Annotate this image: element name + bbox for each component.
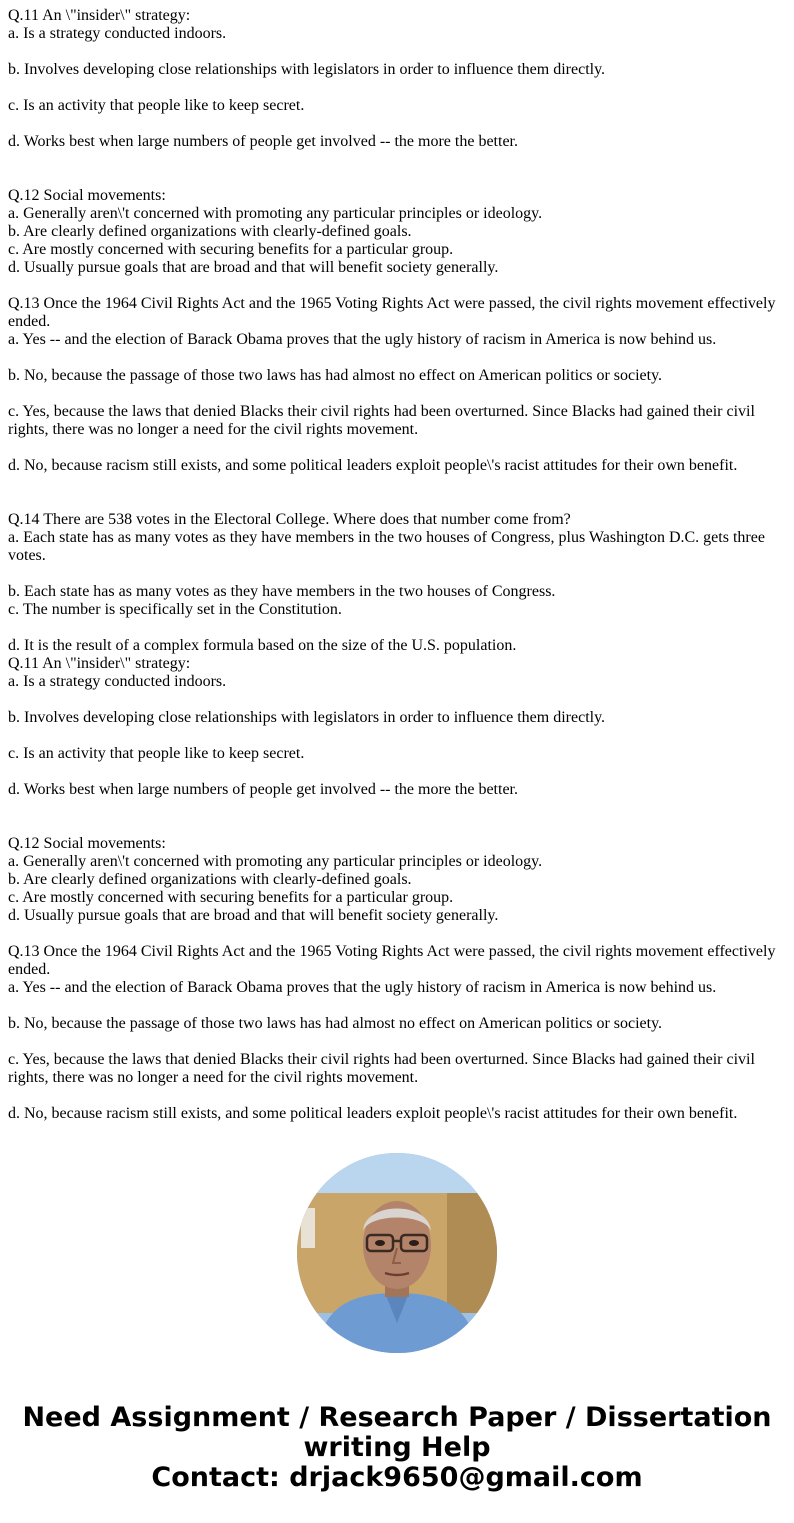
text-line: a. Yes -- and the election of Barack Obama proves that the ugly history of racism in America is now behind us. xyxy=(8,979,717,996)
text-line: Q.11 An \"insider\" strategy: xyxy=(8,7,191,24)
text-line: b. Are clearly defined organizations with clearly-defined goals. xyxy=(8,871,412,888)
text-line: b. Involves developing close relationships with legislators in order to influence them directly. xyxy=(8,709,606,726)
text-line: c. Are mostly concerned with securing benefits for a particular group. xyxy=(8,889,454,906)
promo-contact-line: Contact: drjack9650@gmail.com xyxy=(151,1462,643,1493)
blank-line xyxy=(8,799,786,817)
text-line: c. Yes, because the laws that denied Blacks their civil rights had been overturned. Since Blacks had gained their civil rights, there was no longer a need for the civil rights movement. xyxy=(8,1051,755,1086)
text-line: c. Is an activity that people like to keep secret. xyxy=(8,97,305,114)
text-line: Q.13 Once the 1964 Civil Rights Act and the 1965 Voting Rights Act were passed, the civil rights movement effectively ended. xyxy=(8,295,776,330)
promo-line-2: writing Help xyxy=(303,1432,491,1463)
blank-line xyxy=(8,151,786,169)
text-line: d. No, because racism still exists, and some political leaders exploit people\'s racist attitudes for their own benefit. xyxy=(8,457,738,474)
text-line: a. Yes -- and the election of Barack Obama proves that the ugly history of racism in America is now behind us. xyxy=(8,331,717,348)
blank-line xyxy=(8,727,786,745)
text-line: Q.14 There are 538 votes in the Electoral College. Where does that number come from? xyxy=(8,511,571,528)
blank-line xyxy=(8,763,786,781)
text-line: d. Works best when large numbers of people get involved -- the more the better. xyxy=(8,133,518,150)
text-line: Q.12 Social movements: xyxy=(8,835,166,852)
text-line: Q.13 Once the 1964 Civil Rights Act and the 1965 Voting Rights Act were passed, the civil rights movement effectively ended. xyxy=(8,943,776,978)
text-line: d. Usually pursue goals that are broad and that will benefit society generally. xyxy=(8,259,499,276)
blank-line xyxy=(8,349,786,367)
blank-line xyxy=(8,925,786,943)
person-portrait-icon xyxy=(297,1153,497,1353)
text-line: c. Is an activity that people like to keep secret. xyxy=(8,745,305,762)
text-line: b. Each state has as many votes as they have members in the two houses of Congress. xyxy=(8,583,556,600)
text-line: a. Is a strategy conducted indoors. xyxy=(8,673,227,690)
blank-line xyxy=(8,79,786,97)
text-line: Q.11 An \"insider\" strategy: xyxy=(8,655,191,672)
promo-line-1: Need Assignment / Research Paper / Dissertation xyxy=(22,1402,772,1433)
blank-line xyxy=(8,277,786,295)
blank-line xyxy=(8,1087,786,1105)
text-line: a. Is a strategy conducted indoors. xyxy=(8,25,227,42)
blank-line xyxy=(8,691,786,709)
text-line: b. Involves developing close relationships with legislators in order to influence them directly. xyxy=(8,61,606,78)
text-line: b. No, because the passage of those two laws has had almost no effect on American politics or society. xyxy=(8,1015,663,1032)
blank-line xyxy=(8,619,786,637)
text-line: c. Yes, because the laws that denied Blacks their civil rights had been overturned. Since Blacks had gained their civil rights, there was no longer a need for the civil rights movement. xyxy=(8,403,755,438)
text-line: d. No, because racism still exists, and some political leaders exploit people\'s racist attitudes for their own benefit. xyxy=(8,1105,738,1122)
blank-line xyxy=(8,1033,786,1051)
question-text xyxy=(8,7,786,1123)
blank-line xyxy=(8,439,786,457)
blank-line xyxy=(8,43,786,61)
text-line: c. Are mostly concerned with securing benefits for a particular group. xyxy=(8,241,454,258)
blank-line xyxy=(8,475,786,493)
text-line: b. Are clearly defined organizations with clearly-defined goals. xyxy=(8,223,412,240)
blank-line xyxy=(8,115,786,133)
blank-line xyxy=(8,385,786,403)
author-photo xyxy=(297,1153,497,1353)
blank-line xyxy=(8,565,786,583)
text-line: Q.12 Social movements: xyxy=(8,187,166,204)
text-line: d. It is the result of a complex formula based on the size of the U.S. population. xyxy=(8,637,517,654)
text-line: b. No, because the passage of those two laws has had almost no effect on American politics or society. xyxy=(8,367,663,384)
blank-line xyxy=(8,817,786,835)
text-line: d. Usually pursue goals that are broad and that will benefit society generally. xyxy=(8,907,499,924)
text-line: d. Works best when large numbers of people get involved -- the more the better. xyxy=(8,781,518,798)
text-line: a. Generally aren\'t concerned with promoting any particular principles or ideology. xyxy=(8,205,543,222)
blank-line xyxy=(8,493,786,511)
text-line: a. Each state has as many votes as they have members in the two houses of Congress, plus Washington D.C. gets three votes. xyxy=(8,529,765,564)
promo-footer xyxy=(0,1403,794,1493)
blank-line xyxy=(8,997,786,1015)
text-line: c. The number is specifically set in the Constitution. xyxy=(8,601,342,618)
text-line: a. Generally aren\'t concerned with promoting any particular principles or ideology. xyxy=(8,853,543,870)
blank-line xyxy=(8,169,786,187)
